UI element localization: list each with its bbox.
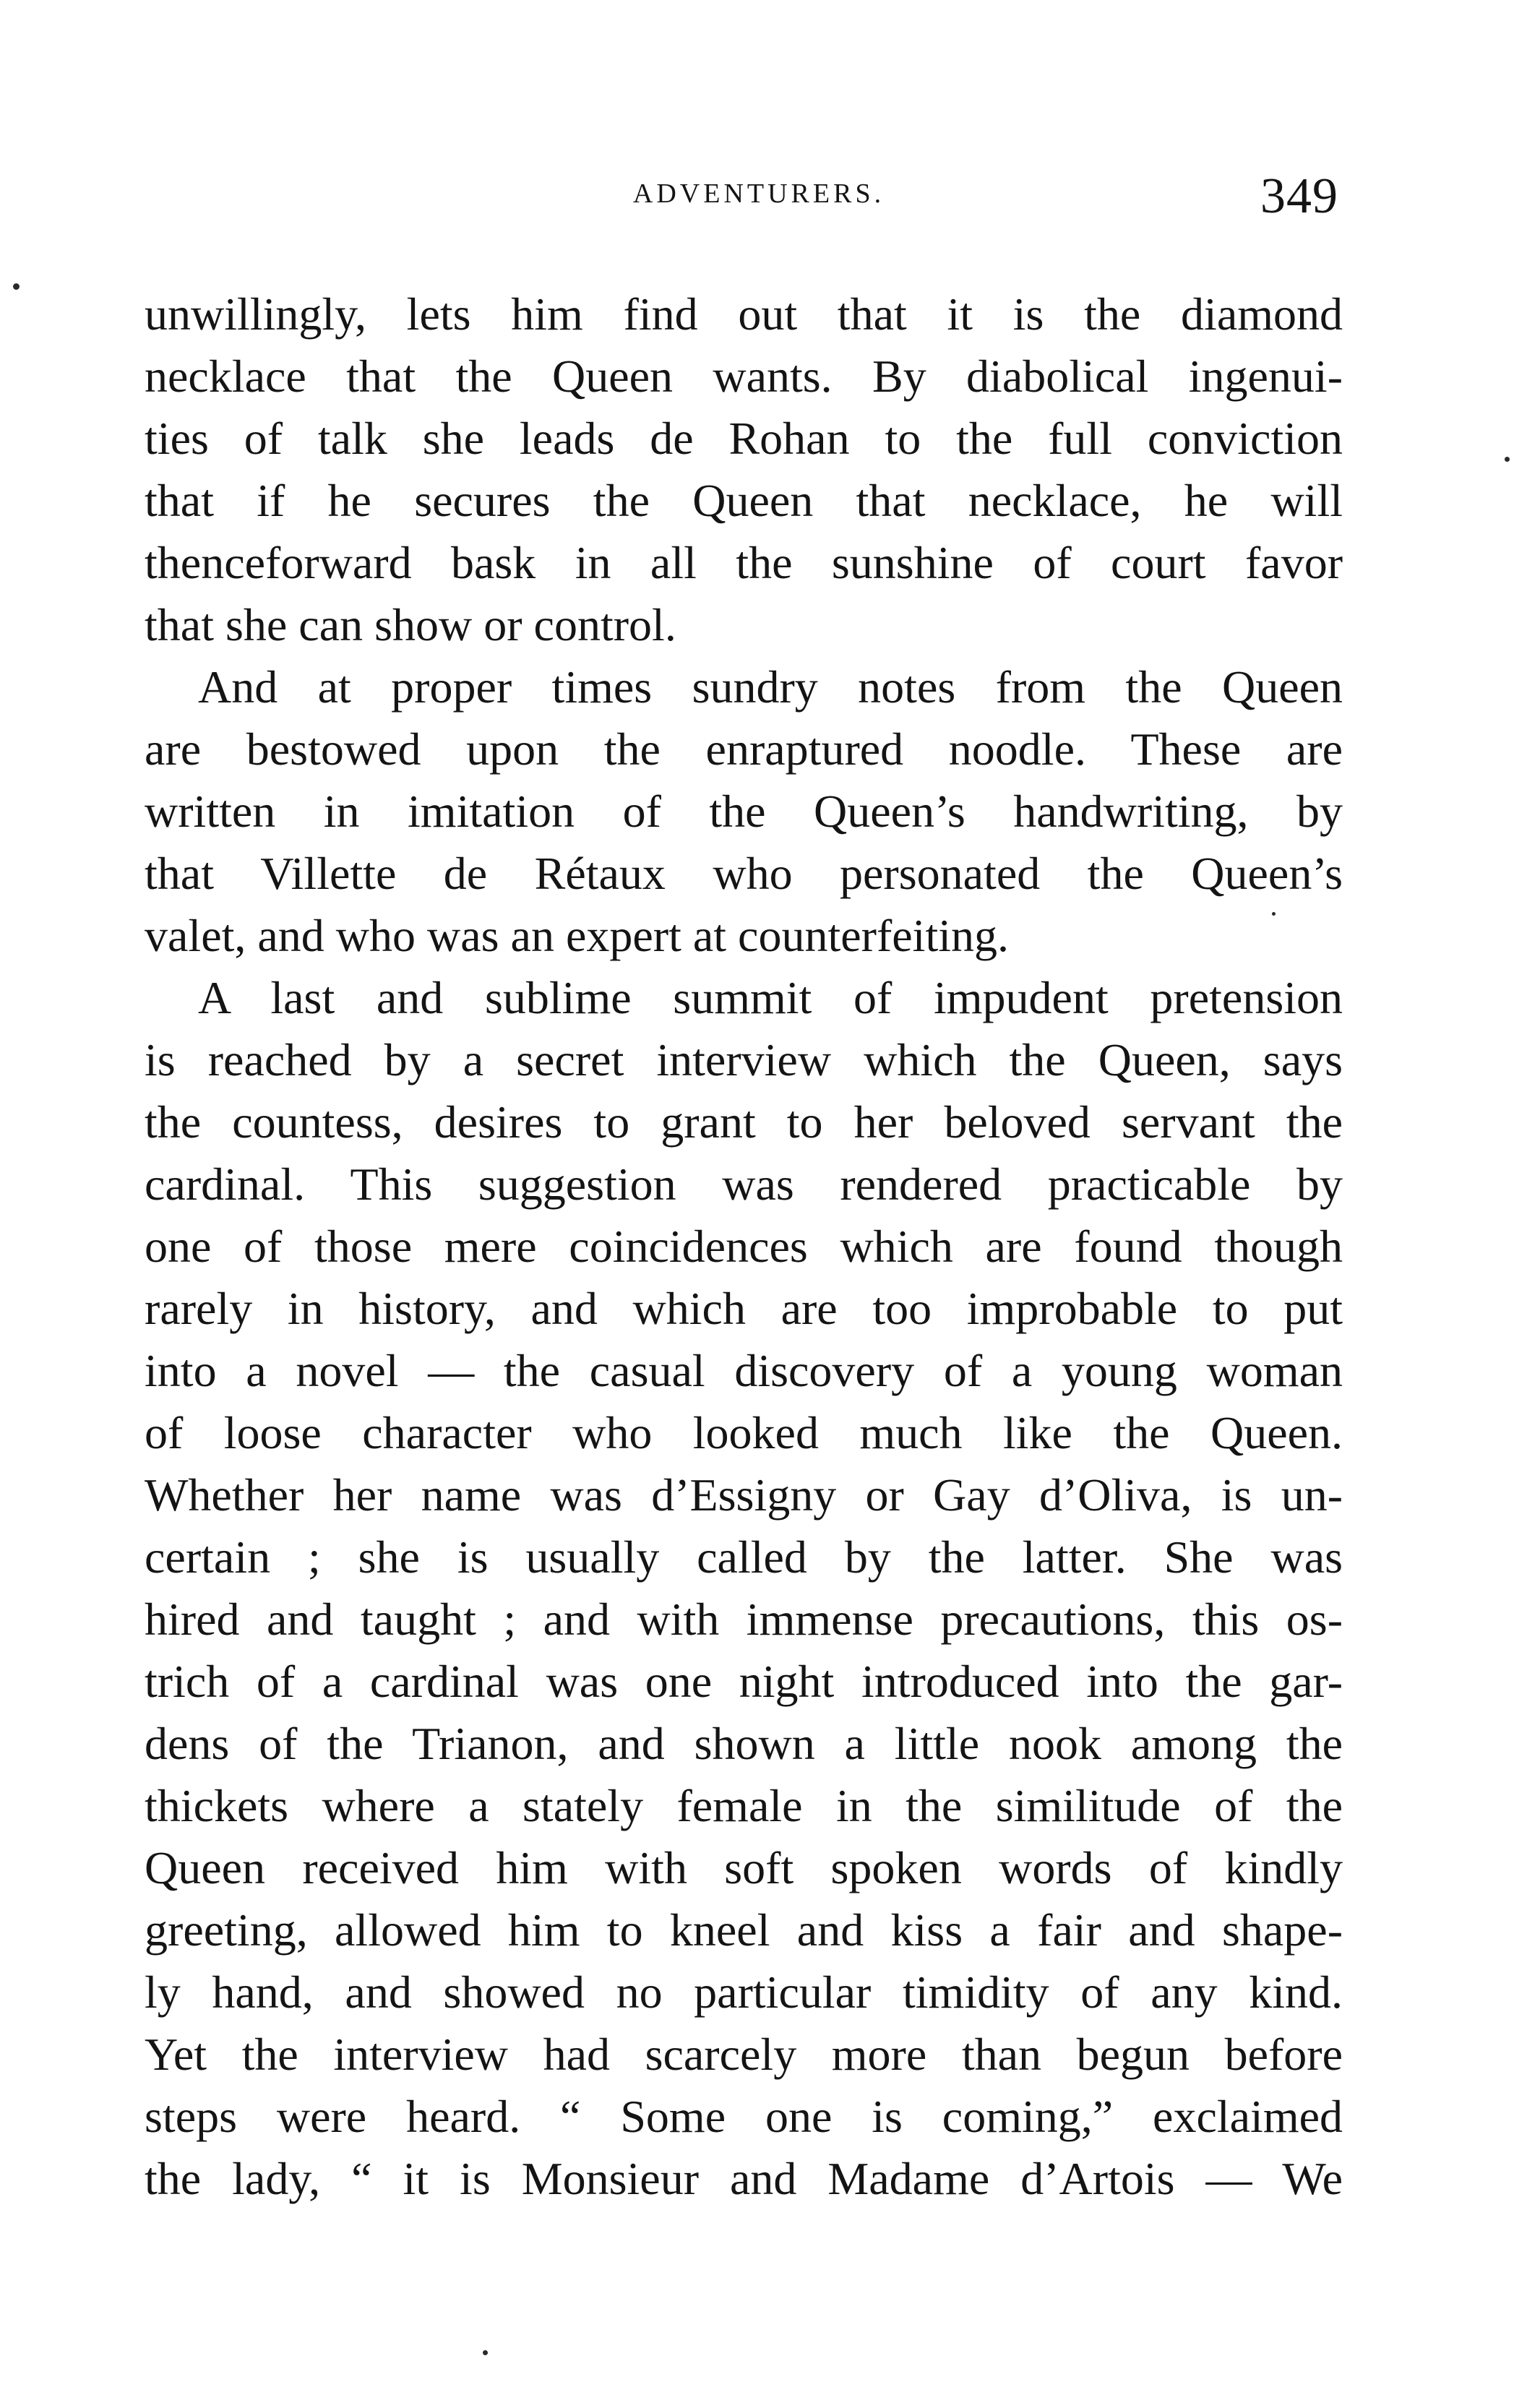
paragraph-first-line: A last and sublime summit of impudent pretension — [198, 972, 1343, 1023]
text-line: rarely in history, and which are too improbable to put — [145, 1283, 1343, 1334]
text-line: written in imitation of the Queen’s handwriting, by — [145, 786, 1343, 837]
text-line: thenceforward bask in all the sunshine of court favor — [145, 537, 1343, 588]
paragraph-first-line: And at proper times sundry notes from the Queen — [198, 661, 1343, 713]
text-line: dens of the Trianon, and shown a little nook among the — [145, 1718, 1343, 1769]
text-line: ties of talk she leads de Rohan to the full conviction — [145, 413, 1343, 464]
text-line: is reached by a secret interview which the Queen, says — [145, 1034, 1343, 1085]
text-line: Whether her name was d’Essigny or Gay d’Oliva, is un- — [145, 1469, 1343, 1521]
text-line: into a novel — the casual discovery of a young woman — [145, 1345, 1343, 1396]
text-line: the countess, desires to grant to her beloved servant the — [145, 1096, 1343, 1148]
margin-speck — [483, 2350, 488, 2355]
text-line: certain ; she is usually called by the latter. She was — [145, 1531, 1343, 1583]
body-text — [145, 283, 1343, 2210]
text-line: cardinal. This suggestion was rendered practicable by — [145, 1158, 1343, 1210]
text-line: that if he secures the Queen that necklace, he will — [145, 475, 1343, 526]
text-line: that Villette de Rétaux who personated the Queen’s — [145, 848, 1343, 899]
margin-speck — [1505, 457, 1510, 462]
text-line: steps were heard. “ Some one is coming,” exclaimed — [145, 2091, 1343, 2142]
text-line: necklace that the Queen wants. By diabolical ingenui- — [145, 351, 1343, 402]
text-line: of loose character who looked much like the Queen. — [145, 1407, 1343, 1458]
text-line: one of those mere coincidences which are found though — [145, 1221, 1343, 1272]
text-line: Yet the interview had scarcely more than begun before — [145, 2029, 1343, 2080]
margin-speck — [13, 283, 20, 290]
text-line: unwillingly, lets him find out that it is the diamond — [145, 288, 1343, 340]
text-line: Queen received him with soft spoken words of kindly — [145, 1842, 1343, 1893]
running-title: ADVENTURERS. — [632, 179, 885, 209]
text-line: valet, and who was an expert at counterfeiting. — [145, 910, 1009, 961]
text-line: ly hand, and showed no particular timidity of any kind. — [145, 1966, 1343, 2018]
text-line: hired and taught ; and with immense precautions, this os- — [145, 1594, 1343, 1645]
text-line: the lady, “ it is Monsieur and Madame d’Artois — We — [145, 2153, 1343, 2204]
text-line: thickets where a stately female in the similitude of the — [145, 1780, 1343, 1831]
text-line: trich of a cardinal was one night introduced into the gar- — [145, 1656, 1343, 1707]
page-number: 349 — [1260, 168, 1338, 224]
text-line: greeting, allowed him to kneel and kiss a fair and shape- — [145, 1904, 1343, 1956]
running-head — [145, 168, 1344, 230]
text-line: are bestowed upon the enraptured noodle. These are — [145, 723, 1343, 775]
text-line: that she can show or control. — [145, 599, 676, 650]
